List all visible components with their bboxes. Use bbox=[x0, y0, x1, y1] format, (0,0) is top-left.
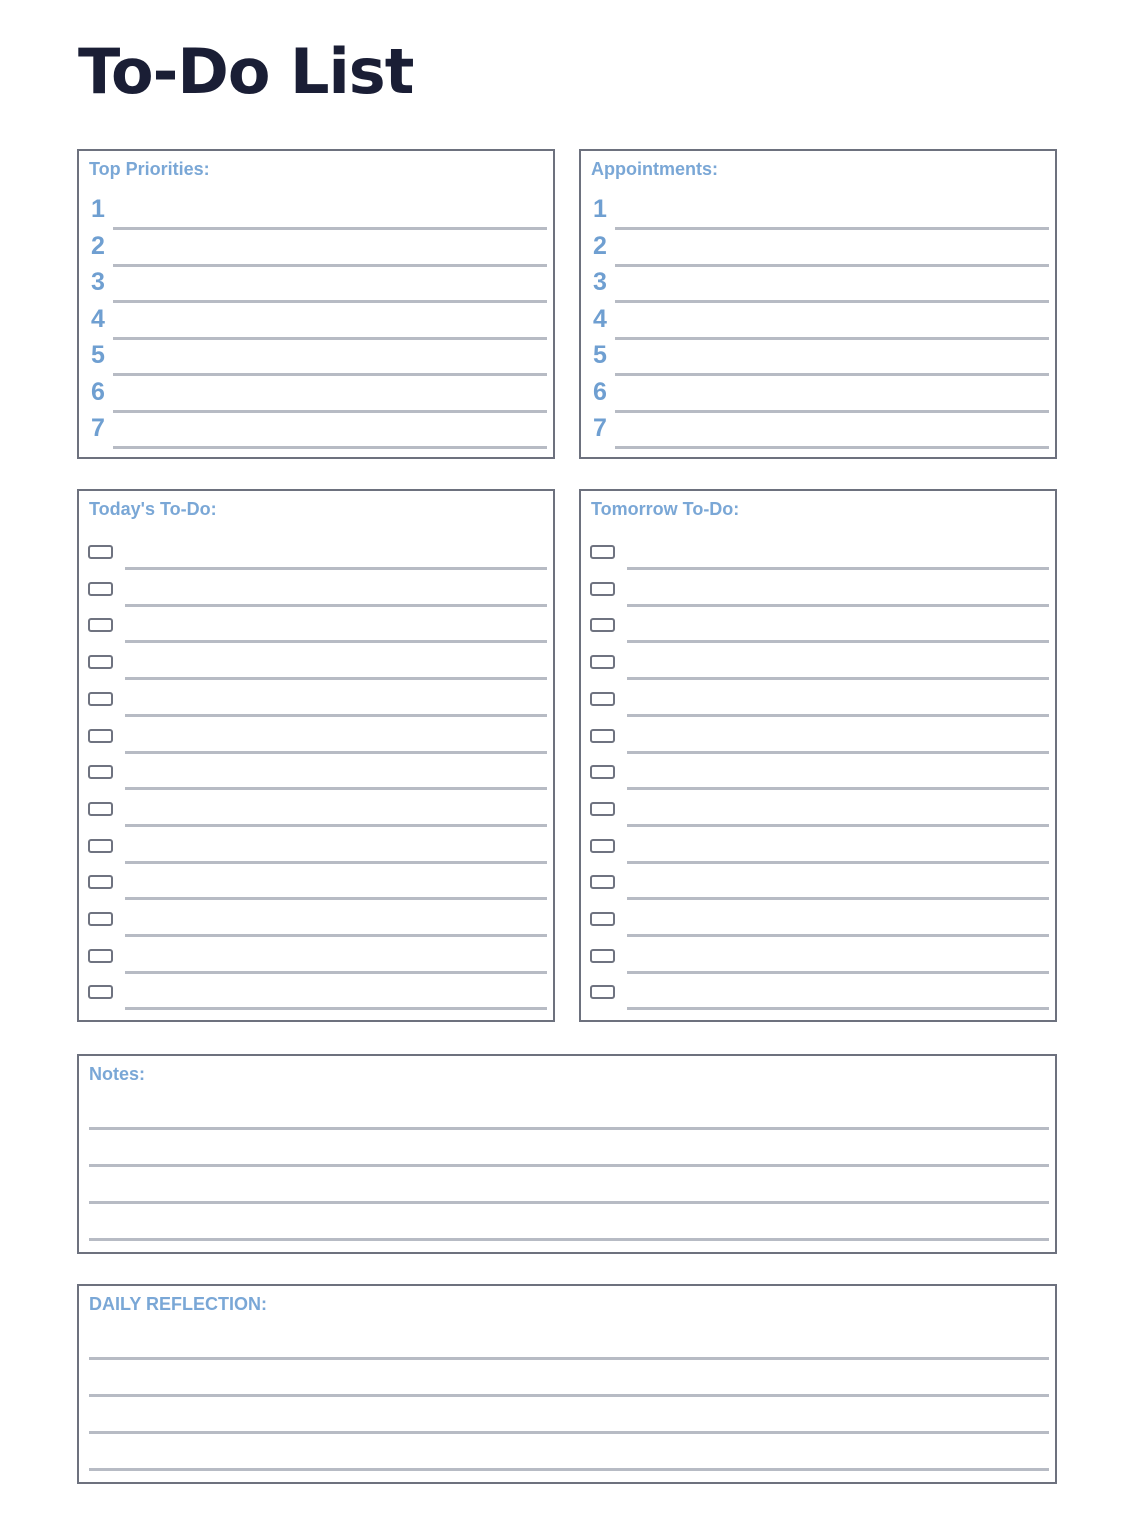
checkbox[interactable] bbox=[590, 545, 615, 559]
checkbox[interactable] bbox=[88, 655, 113, 669]
writing-line[interactable] bbox=[627, 604, 1049, 607]
appointments-label: Appointments: bbox=[591, 159, 718, 179]
row-number: 3 bbox=[91, 268, 105, 296]
numbered-row bbox=[79, 414, 553, 450]
writing-line[interactable] bbox=[113, 410, 547, 413]
tomorrow-todo-label: Tomorrow To-Do: bbox=[591, 499, 740, 519]
row-number: 2 bbox=[91, 231, 105, 260]
checkbox[interactable] bbox=[88, 985, 113, 999]
writing-line[interactable] bbox=[615, 264, 1049, 267]
checklist-row bbox=[79, 580, 553, 616]
numbered-row bbox=[581, 268, 1055, 304]
row-number: 1 bbox=[593, 195, 607, 223]
writing-line[interactable] bbox=[125, 677, 547, 680]
checklist-row bbox=[79, 910, 553, 946]
numbered-row bbox=[581, 414, 1055, 450]
writing-line[interactable] bbox=[113, 300, 547, 303]
writing-line[interactable] bbox=[125, 971, 547, 974]
todays-todo-section bbox=[77, 489, 555, 1022]
page-title: To-Do List bbox=[78, 35, 414, 108]
row-number: 2 bbox=[593, 231, 607, 260]
checklist-row bbox=[581, 543, 1055, 579]
checkbox[interactable] bbox=[88, 545, 113, 559]
checkbox[interactable] bbox=[590, 655, 615, 669]
checklist-row bbox=[79, 616, 553, 652]
daily-reflection-section bbox=[77, 1284, 1057, 1484]
checkbox[interactable] bbox=[88, 618, 113, 632]
checkbox[interactable] bbox=[88, 839, 113, 853]
checklist-row bbox=[581, 800, 1055, 836]
checklist-row bbox=[581, 910, 1055, 946]
checkbox[interactable] bbox=[88, 875, 113, 889]
checklist-row bbox=[79, 983, 553, 1019]
checklist-row bbox=[581, 727, 1055, 763]
notes-section bbox=[77, 1054, 1057, 1254]
checkbox[interactable] bbox=[590, 875, 615, 889]
checklist-row bbox=[581, 873, 1055, 909]
writing-line[interactable] bbox=[627, 897, 1049, 900]
writing-line[interactable] bbox=[627, 714, 1049, 717]
writing-line[interactable] bbox=[627, 677, 1049, 680]
numbered-row bbox=[79, 305, 553, 341]
numbered-row bbox=[79, 268, 553, 304]
checklist-row bbox=[79, 543, 553, 579]
checkbox[interactable] bbox=[88, 692, 113, 706]
checkbox[interactable] bbox=[590, 618, 615, 632]
writing-line[interactable] bbox=[627, 640, 1049, 643]
notes-label: Notes: bbox=[89, 1064, 146, 1084]
row-number: 7 bbox=[91, 414, 105, 442]
writing-line[interactable] bbox=[627, 824, 1049, 827]
numbered-row bbox=[581, 305, 1055, 341]
writing-line[interactable] bbox=[627, 1007, 1049, 1010]
checkbox[interactable] bbox=[590, 692, 615, 706]
row-number: 4 bbox=[91, 304, 105, 333]
checklist-row bbox=[79, 763, 553, 799]
checklist-row bbox=[581, 653, 1055, 689]
numbered-row bbox=[79, 195, 553, 231]
numbered-row bbox=[581, 195, 1055, 231]
row-number: 7 bbox=[593, 414, 607, 442]
writing-line[interactable] bbox=[89, 1468, 1049, 1471]
appointments-section bbox=[579, 149, 1057, 459]
checklist-row bbox=[581, 616, 1055, 652]
writing-line[interactable] bbox=[615, 446, 1049, 449]
top-priorities-section bbox=[77, 149, 555, 459]
checklist-row bbox=[79, 800, 553, 836]
writing-line[interactable] bbox=[113, 446, 547, 449]
writing-line[interactable] bbox=[125, 640, 547, 643]
checkbox[interactable] bbox=[590, 912, 615, 926]
writing-line[interactable] bbox=[113, 227, 547, 230]
checkbox[interactable] bbox=[88, 582, 113, 596]
checklist-row bbox=[581, 983, 1055, 1019]
writing-line[interactable] bbox=[125, 1007, 547, 1010]
checklist-row bbox=[79, 947, 553, 983]
row-number: 5 bbox=[593, 341, 607, 369]
writing-line[interactable] bbox=[615, 300, 1049, 303]
row-number: 3 bbox=[593, 268, 607, 296]
writing-line[interactable] bbox=[615, 373, 1049, 376]
row-number: 6 bbox=[91, 377, 105, 406]
daily-reflection-label: DAILY REFLECTION: bbox=[89, 1294, 268, 1314]
writing-line[interactable] bbox=[627, 861, 1049, 864]
checkbox[interactable] bbox=[590, 985, 615, 999]
writing-line[interactable] bbox=[125, 567, 547, 570]
writing-line[interactable] bbox=[615, 227, 1049, 230]
writing-line[interactable] bbox=[89, 1394, 1049, 1397]
checkbox[interactable] bbox=[88, 802, 113, 816]
row-number: 6 bbox=[593, 377, 607, 406]
numbered-row bbox=[581, 232, 1055, 268]
numbered-row bbox=[79, 232, 553, 268]
checkbox[interactable] bbox=[88, 765, 113, 779]
numbered-row bbox=[79, 378, 553, 414]
checklist-row bbox=[79, 837, 553, 873]
row-number: 5 bbox=[91, 341, 105, 369]
writing-line[interactable] bbox=[615, 410, 1049, 413]
checklist-row bbox=[581, 837, 1055, 873]
writing-line[interactable] bbox=[125, 751, 547, 754]
writing-line[interactable] bbox=[125, 714, 547, 717]
top-priorities-label: Top Priorities: bbox=[89, 159, 210, 179]
writing-line[interactable] bbox=[627, 934, 1049, 937]
writing-line[interactable] bbox=[89, 1238, 1049, 1241]
writing-line[interactable] bbox=[627, 787, 1049, 790]
row-number: 4 bbox=[593, 304, 607, 333]
checklist-row bbox=[581, 580, 1055, 616]
writing-line[interactable] bbox=[627, 971, 1049, 974]
writing-line[interactable] bbox=[125, 787, 547, 790]
tomorrow-todo-section bbox=[579, 489, 1057, 1022]
writing-line[interactable] bbox=[125, 604, 547, 607]
checkbox[interactable] bbox=[88, 729, 113, 743]
writing-line[interactable] bbox=[113, 337, 547, 340]
writing-line[interactable] bbox=[89, 1127, 1049, 1130]
checkbox[interactable] bbox=[590, 802, 615, 816]
writing-line[interactable] bbox=[89, 1164, 1049, 1167]
numbered-row bbox=[581, 378, 1055, 414]
writing-line[interactable] bbox=[113, 373, 547, 376]
numbered-row bbox=[581, 341, 1055, 377]
numbered-row bbox=[79, 341, 553, 377]
writing-line[interactable] bbox=[627, 751, 1049, 754]
checkbox[interactable] bbox=[590, 839, 615, 853]
writing-line[interactable] bbox=[113, 264, 547, 267]
row-number: 1 bbox=[91, 195, 105, 223]
checkbox[interactable] bbox=[590, 949, 615, 963]
writing-line[interactable] bbox=[89, 1431, 1049, 1434]
writing-line[interactable] bbox=[125, 861, 547, 864]
checklist-row bbox=[581, 763, 1055, 799]
checkbox[interactable] bbox=[590, 582, 615, 596]
checklist-row bbox=[79, 690, 553, 726]
checklist-row bbox=[79, 653, 553, 689]
checkbox[interactable] bbox=[88, 949, 113, 963]
writing-line[interactable] bbox=[125, 824, 547, 827]
writing-line[interactable] bbox=[627, 567, 1049, 570]
writing-line[interactable] bbox=[125, 897, 547, 900]
writing-line[interactable] bbox=[125, 934, 547, 937]
checklist-row bbox=[79, 873, 553, 909]
writing-line[interactable] bbox=[89, 1201, 1049, 1204]
checkbox[interactable] bbox=[88, 912, 113, 926]
checkbox[interactable] bbox=[590, 765, 615, 779]
todays-todo-label: Today's To-Do: bbox=[89, 499, 217, 519]
checklist-row bbox=[581, 947, 1055, 983]
checkbox[interactable] bbox=[590, 729, 615, 743]
writing-line[interactable] bbox=[89, 1357, 1049, 1360]
checklist-row bbox=[581, 690, 1055, 726]
writing-line[interactable] bbox=[615, 337, 1049, 340]
checklist-row bbox=[79, 727, 553, 763]
